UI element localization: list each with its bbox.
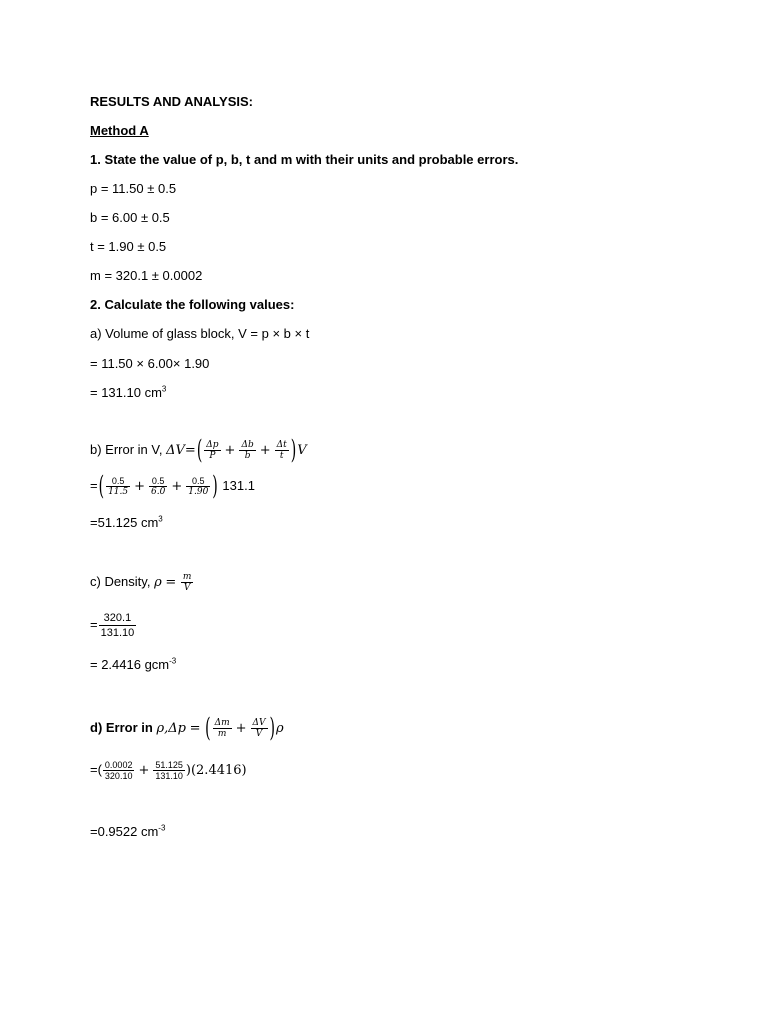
fraction-denominator: V bbox=[251, 728, 268, 739]
fraction-numerator: 51.125 bbox=[155, 760, 183, 770]
part-b-sub-prefix: = bbox=[90, 477, 98, 493]
fraction-denominator: b bbox=[239, 450, 255, 461]
fraction-dm-m bbox=[213, 718, 232, 739]
part-a-result-unit-power: 3 bbox=[161, 384, 167, 394]
fraction-m-v bbox=[181, 572, 194, 593]
part-b-lhs: ΔV bbox=[166, 442, 185, 458]
fraction-0.5-1.90 bbox=[186, 476, 210, 497]
part-a-label: a) Volume of glass block, V = p × b × t bbox=[90, 326, 310, 341]
fraction-denominator: 1.90 bbox=[188, 487, 209, 497]
fraction-denominator: 131.10 bbox=[100, 627, 135, 639]
question-1: 1. State the value of p, b, t and m with their units and probable errors. bbox=[90, 152, 519, 167]
part-c-formula bbox=[90, 572, 194, 593]
results-heading: RESULTS AND ANALYSIS: bbox=[90, 94, 253, 109]
right-paren: ) bbox=[290, 435, 297, 466]
fraction-numerator: 0.0002 bbox=[104, 760, 133, 770]
part-b-equals: = bbox=[184, 442, 196, 458]
value-p: p = 11.50 ± 0.5 bbox=[90, 181, 177, 196]
fraction-numerator: Δm bbox=[214, 718, 230, 728]
part-d-formula: d) Error in ρ,Δp = ( $\frac{\Delta m}{m}$ + $\frac{\Delta V}{V}$ )ρ bbox=[90, 713, 284, 744]
fraction-denominator: V bbox=[181, 582, 194, 593]
fraction-numerator: 320.1 bbox=[103, 612, 132, 624]
fraction-dp-p bbox=[204, 440, 220, 461]
part-d-result-unit-power: -3 bbox=[158, 823, 166, 833]
rho-symbol: ρ, bbox=[156, 720, 169, 736]
part-d-lhs: Δp bbox=[168, 720, 186, 736]
value-m: m = 320.1 ± 0.0002 bbox=[90, 268, 203, 283]
left-paren: ( bbox=[98, 471, 105, 502]
fraction-denominator: 6.0 bbox=[151, 487, 166, 497]
fraction-denominator: 11.5 bbox=[108, 487, 129, 497]
right-paren: ) bbox=[212, 471, 218, 502]
part-b-result-unit-power: 3 bbox=[158, 514, 163, 524]
part-a-substitution: = 11.50 × 6.00× 1.90 bbox=[90, 356, 210, 371]
value-t: t = 1.90 ± 0.5 bbox=[90, 239, 167, 254]
part-d-sub-prefix: =( bbox=[90, 761, 102, 777]
part-d-substitution: =( $\frac{0.0002}{320.10}$ + $\frac{51.125}{131.10}$ )(2.4416) bbox=[90, 760, 247, 781]
part-b-label: b) Error in V, bbox=[90, 441, 163, 457]
part-d-sub-tail: )(2.4416) bbox=[185, 762, 247, 778]
part-c-label: c) Density, bbox=[90, 573, 151, 589]
right-paren: ) bbox=[269, 713, 276, 744]
fraction-0.5-11.5 bbox=[106, 476, 130, 497]
fraction-numerator: 0.5 bbox=[111, 476, 125, 486]
left-paren: ( bbox=[205, 713, 211, 744]
fraction-numerator: ΔV bbox=[252, 718, 266, 728]
part-d-result bbox=[90, 824, 165, 840]
fraction-denominator: 131.10 bbox=[155, 771, 183, 781]
part-c-substitution bbox=[90, 611, 137, 640]
part-c-sub-prefix: = bbox=[90, 616, 98, 632]
part-d-label: d) Error in bbox=[90, 719, 153, 735]
part-d-equals: = bbox=[189, 720, 201, 736]
fraction-51.125-131.10 bbox=[153, 760, 185, 781]
part-a-result bbox=[90, 385, 166, 401]
part-d-tail: ρ bbox=[276, 720, 284, 736]
part-c-result bbox=[90, 657, 176, 673]
fraction-numerator: Δt bbox=[276, 440, 287, 450]
method-subheading: Method A bbox=[90, 123, 149, 138]
fraction-numerator: m bbox=[182, 572, 192, 582]
fraction-0.0002-320.10 bbox=[103, 760, 135, 781]
fraction-numerator: Δp bbox=[206, 440, 219, 450]
fraction-dt-t bbox=[275, 440, 289, 461]
part-a-result-value: = 131.10 cm bbox=[90, 385, 162, 400]
question-2: 2. Calculate the following values: bbox=[90, 297, 295, 312]
left-paren: ( bbox=[196, 435, 203, 466]
fraction-dv-v bbox=[251, 718, 268, 739]
rho-symbol: ρ bbox=[154, 574, 162, 590]
fraction-denominator: 320.10 bbox=[104, 771, 133, 781]
part-b-formula: b) Error in V, ΔV=( $\frac{\Delta p}{P}$ + $\frac{\Delta b}{b}$ + $\frac{\Delta t}{t}$ )V bbox=[90, 435, 307, 466]
fraction-denominator: P bbox=[204, 450, 220, 461]
part-c-equals: = bbox=[165, 574, 177, 590]
fraction-denominator: m bbox=[213, 728, 232, 739]
part-b-result-value: =51.125 cm bbox=[90, 515, 159, 530]
value-b: b = 6.00 ± 0.5 bbox=[90, 210, 170, 225]
fraction-numerator: 0.5 bbox=[151, 476, 165, 486]
fraction-numerator: 0.5 bbox=[192, 476, 205, 486]
part-b-substitution: =( $\frac{0.5}{11.5}$ + $\frac{0.5}{6.0}$ + $\frac{0.5}{1.90}$ ) 131.1 bbox=[90, 471, 255, 502]
fraction-db-b bbox=[239, 440, 255, 461]
part-c-result-unit-power: -3 bbox=[169, 656, 177, 666]
part-c-result-value: = 2.4416 gcm bbox=[90, 657, 170, 672]
fraction-numerator: Δb bbox=[241, 440, 254, 450]
part-d-result-value: =0.9522 cm bbox=[90, 824, 159, 839]
fraction-denominator: t bbox=[275, 450, 289, 461]
part-b-tail: V bbox=[297, 442, 307, 458]
fraction-0.5-6.0 bbox=[149, 476, 167, 497]
part-b-result bbox=[90, 515, 163, 531]
fraction-320.1-131.10 bbox=[99, 611, 137, 640]
part-b-sub-tail: 131.1 bbox=[222, 477, 255, 493]
